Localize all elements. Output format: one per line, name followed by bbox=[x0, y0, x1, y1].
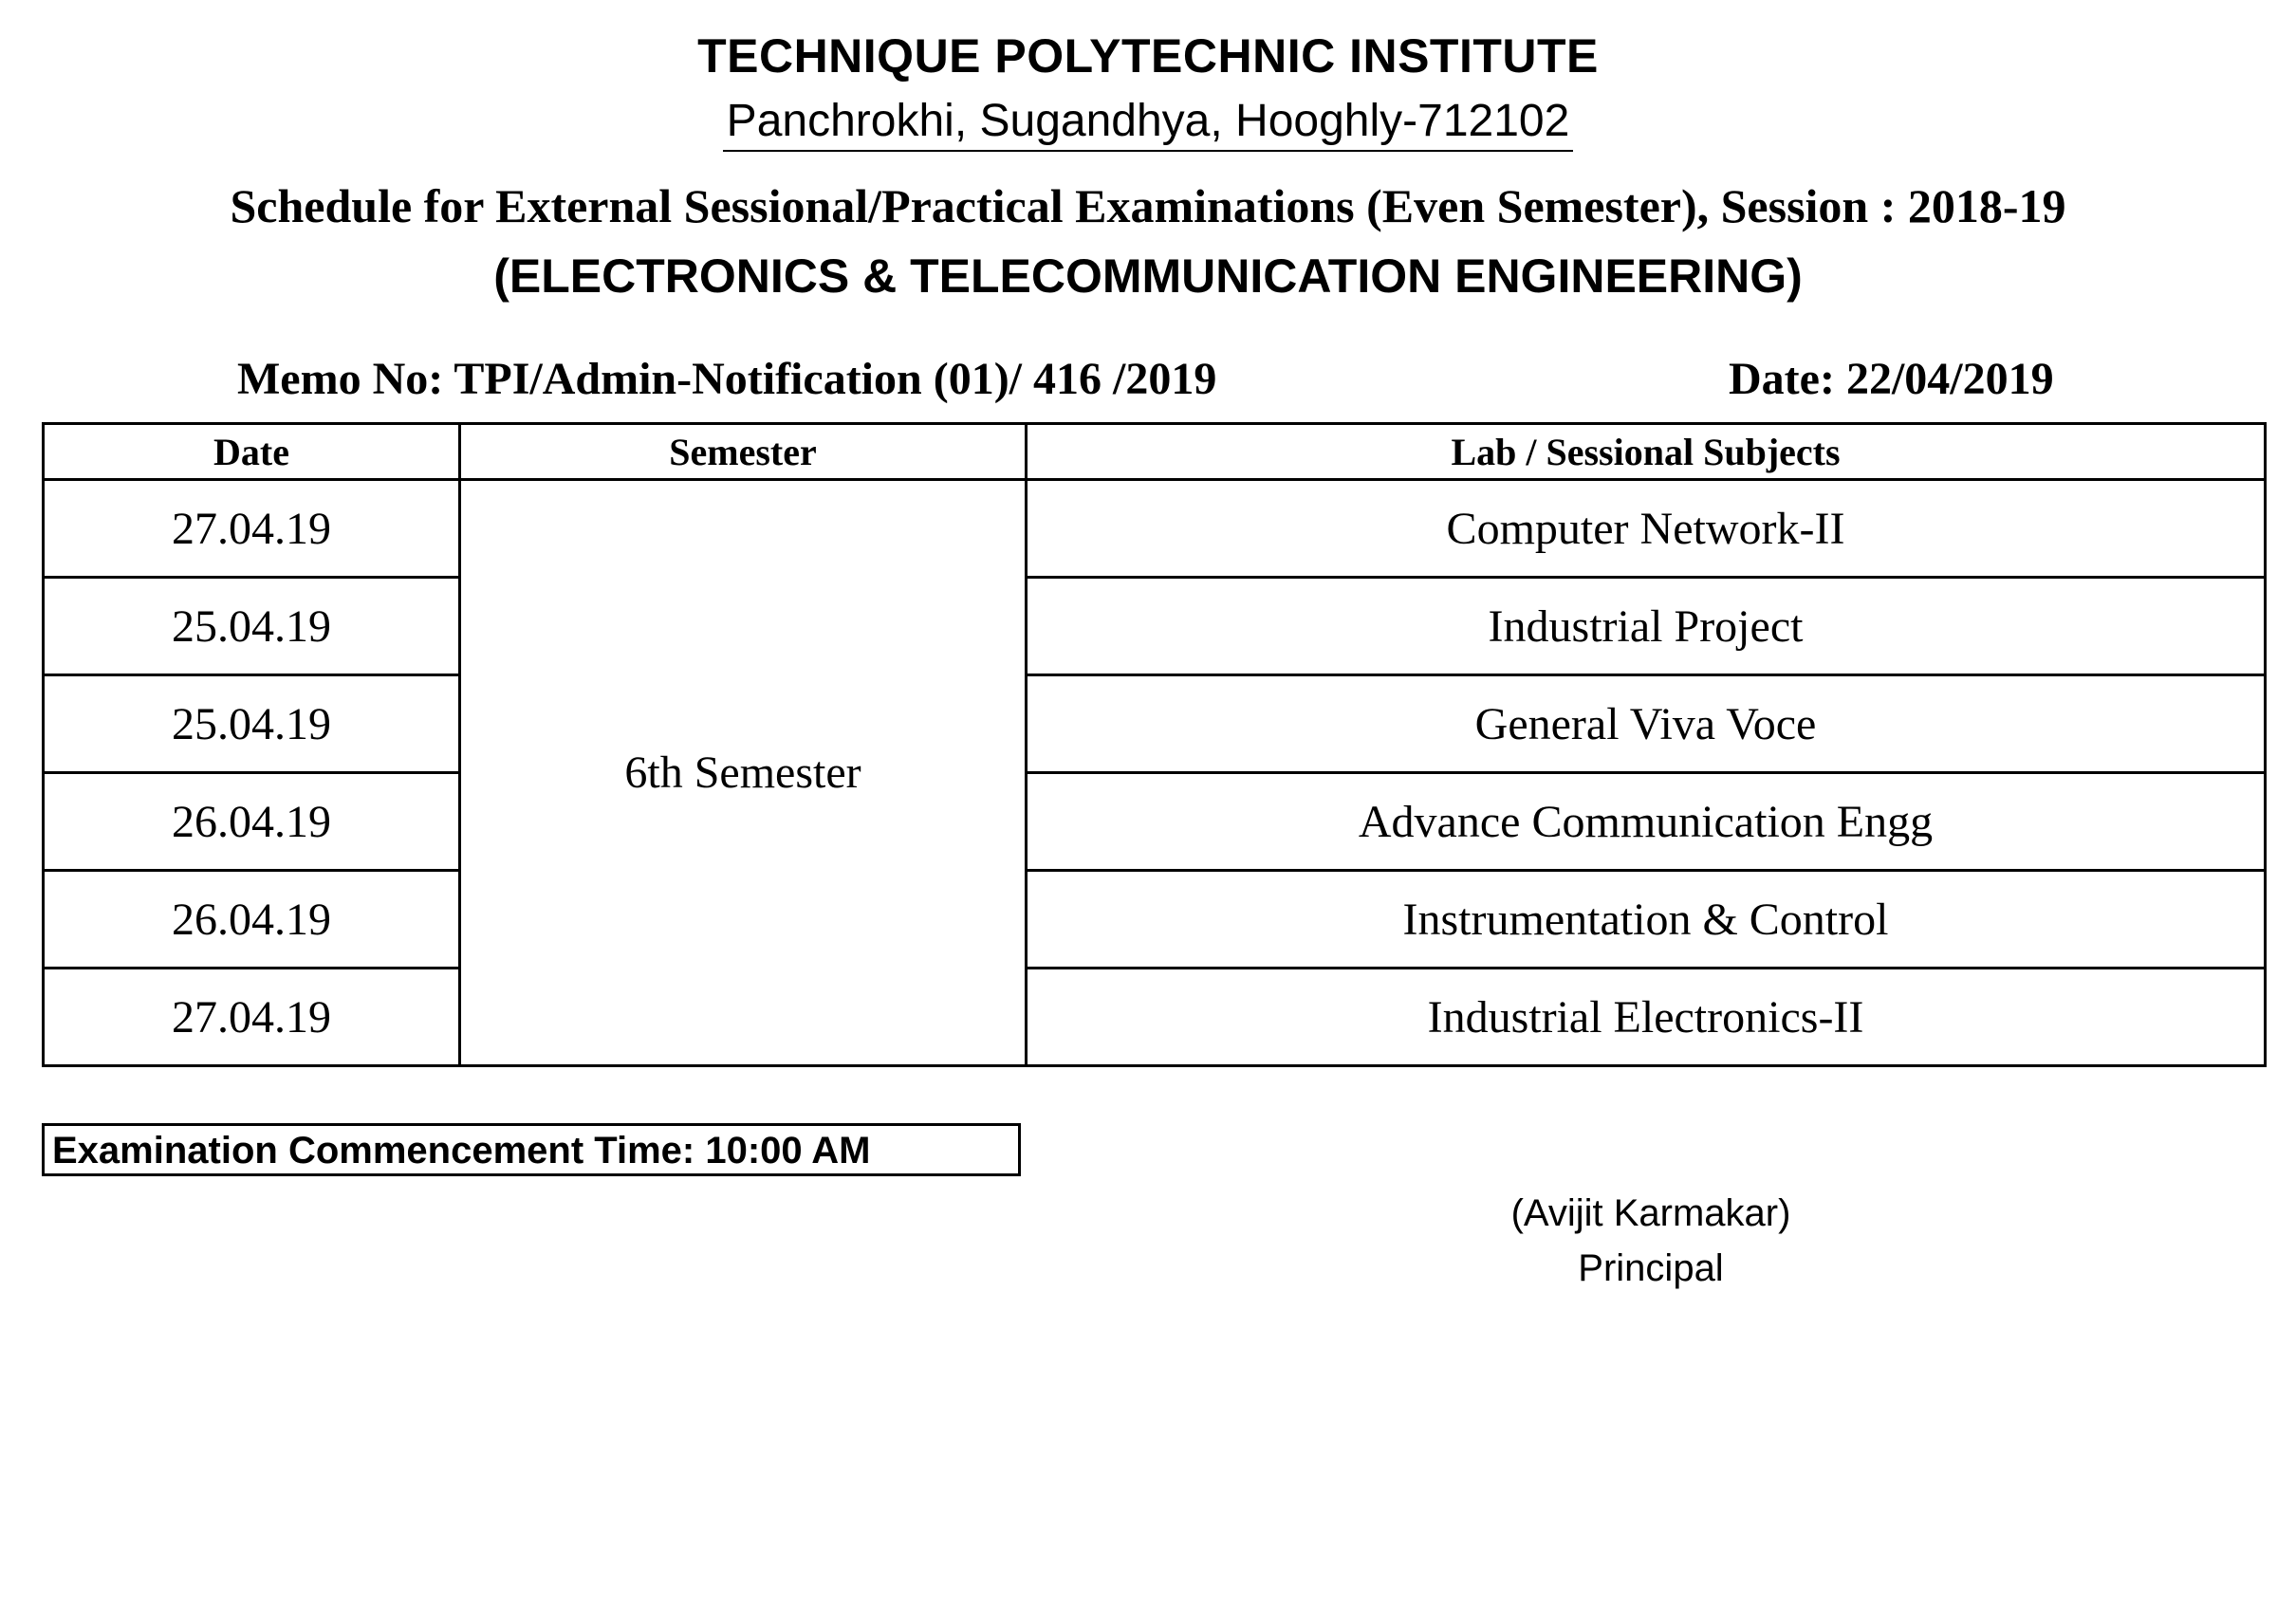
table-row bbox=[44, 871, 2266, 969]
row-date: 25.04.19 bbox=[44, 675, 460, 773]
table-row bbox=[44, 480, 2266, 578]
table-row bbox=[44, 773, 2266, 871]
table-header-row bbox=[44, 424, 2266, 480]
row-subject: Instrumentation & Control bbox=[1027, 871, 2266, 969]
schedule-table bbox=[42, 422, 2267, 1067]
header-subjects: Lab / Sessional Subjects bbox=[1027, 424, 2266, 480]
row-date: 27.04.19 bbox=[44, 969, 460, 1066]
row-subject: Industrial Project bbox=[1027, 578, 2266, 675]
commencement-time-box: Examination Commencement Time: 10:00 AM bbox=[42, 1123, 1021, 1176]
table-row bbox=[44, 578, 2266, 675]
row-date: 27.04.19 bbox=[44, 480, 460, 578]
row-subject: Computer Network-II bbox=[1027, 480, 2266, 578]
memo-number: Memo No: TPI/Admin-Notification (01)/ 416 /2019 bbox=[237, 354, 1217, 404]
row-subject: General Viva Voce bbox=[1027, 675, 2266, 773]
row-subject: Advance Communication Engg bbox=[1027, 773, 2266, 871]
signatory-name: (Avijit Karmakar) bbox=[1510, 1192, 1791, 1234]
header-date: Date bbox=[44, 424, 460, 480]
header-semester: Semester bbox=[460, 424, 1027, 480]
memo-date: Date: 22/04/2019 bbox=[1729, 354, 2054, 404]
signatory-title: Principal bbox=[1578, 1247, 1724, 1289]
signatory-block bbox=[1366, 1186, 1935, 1296]
semester-cell: 6th Semester bbox=[460, 480, 1027, 1066]
department-title: (ELECTRONICS & TELECOMMUNICATION ENGINEERING) bbox=[493, 249, 1803, 303]
row-subject: Industrial Electronics-II bbox=[1027, 969, 2266, 1066]
institute-name: TECHNIQUE POLYTECHNIC INSTITUTE bbox=[697, 29, 1599, 83]
row-date: 26.04.19 bbox=[44, 773, 460, 871]
row-date: 25.04.19 bbox=[44, 578, 460, 675]
row-date: 26.04.19 bbox=[44, 871, 460, 969]
institute-address: Panchrokhi, Sugandhya, Hooghly-712102 bbox=[723, 95, 1574, 152]
table-row bbox=[44, 675, 2266, 773]
address-wrapper bbox=[0, 95, 2296, 152]
table-row bbox=[44, 969, 2266, 1066]
schedule-title: Schedule for External Sessional/Practical Examinations (Even Semester), Session : 2018-19 bbox=[230, 179, 2066, 232]
